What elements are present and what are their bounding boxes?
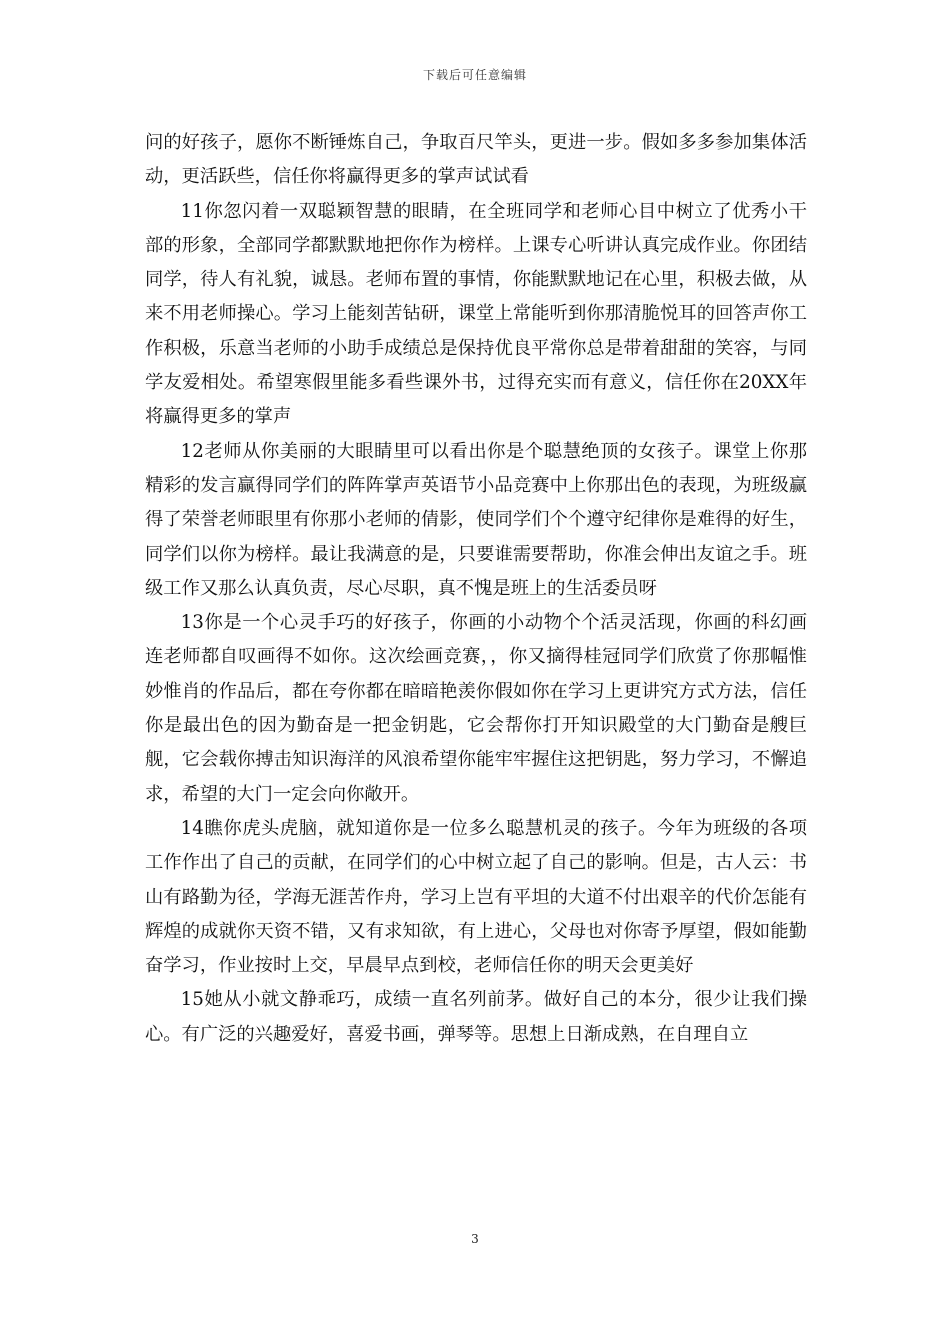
page-header: 下载后可任意编辑 [422,68,527,82]
paragraph-continued: 问的好孩子，愿你不断锤炼自己，争取百尺竿头，更进一步。假如多多参加集体活动，更活跃些，信任你将赢得更多的掌声试试看 [145,132,807,188]
page-number: 3 [471,1232,479,1246]
paragraph-15: 15她从小就文静乖巧，成绩一直名列前茅。做好自己的本分，很少让我们操心。有广泛的兴趣爱好，喜爱书画，弹琴等。思想上日渐成熟，在自理自立 [145,989,807,1045]
paragraph-12: 12老师从你美丽的大眼睛里可以看出你是个聪慧绝顶的女孩子。课堂上你那精彩的发言赢得同学们的阵阵掌声英语节小品竞赛中上你那出色的表现，为班级赢得了荣誉老师眼里有你那小老师的倩影，使同学们个个遵守纪律你是难得的好生，同学们以你为榜样。最让我满意的是，只要谁需要帮助，你准会伸出友谊之手。班级工作又那么认真负责，尽心尽职，真不愧是班上的生活委员呀 [145,440,807,599]
paragraph-14: 14瞧你虎头虎脑，就知道你是一位多么聪慧机灵的孩子。今年为班级的各项工作作出了自己的贡献，在同学们的心中树立起了自己的影响。但是，古人云：书山有路勤为径，学海无涯苦作舟，学习上岂有平坦的大道不付出艰辛的代价怎能有辉煌的成就你天资不错，又有求知欲，有上进心，父母也对你寄予厚望，假如能勤奋学习，作业按时上交，早晨早点到校，老师信任你的明天会更美好 [145,817,807,977]
paragraph-13: 13你是一个心灵手巧的好孩子，你画的小动物个个活灵活现，你画的科幻画连老师都自叹画得不如你。这次绘画竞赛，，你又摘得桂冠同学们欣赏了你那幅惟妙惟肖的作品后，都在夸你都在暗暗艳羡你假如你在学习上更讲究方式方法，信任你是最出色的因为勤奋是一把金钥匙，它会帮你打开知识殿堂的大门勤奋是艘巨舰，它会载你搏击知识海洋的风浪希望你能牢牢握住这把钥匙，努力学习，不懈追求，希望的大门一定会向你敞开。 [145,612,807,805]
document-body [145,126,807,1052]
paragraph-11: 11你忽闪着一双聪颖智慧的眼睛，在全班同学和老师心目中树立了优秀小干部的形象，全部同学都默默地把你作为榜样。上课专心听讲认真完成作业。你团结同学，待人有礼貌，诚恳。老师布置的事情，你能默默地记在心里，积极去做，从来不用老师操心。学习上能刻苦钻研，课堂上常能听到你那清脆悦耳的回答声你工作积极，乐意当老师的小助手成绩总是保持优良平常你总是带着甜甜的笑容，与同学友爱相处。希望寒假里能多看些课外书，过得充实而有意义，信任你在20XX年将赢得更多的掌声 [145,200,807,428]
